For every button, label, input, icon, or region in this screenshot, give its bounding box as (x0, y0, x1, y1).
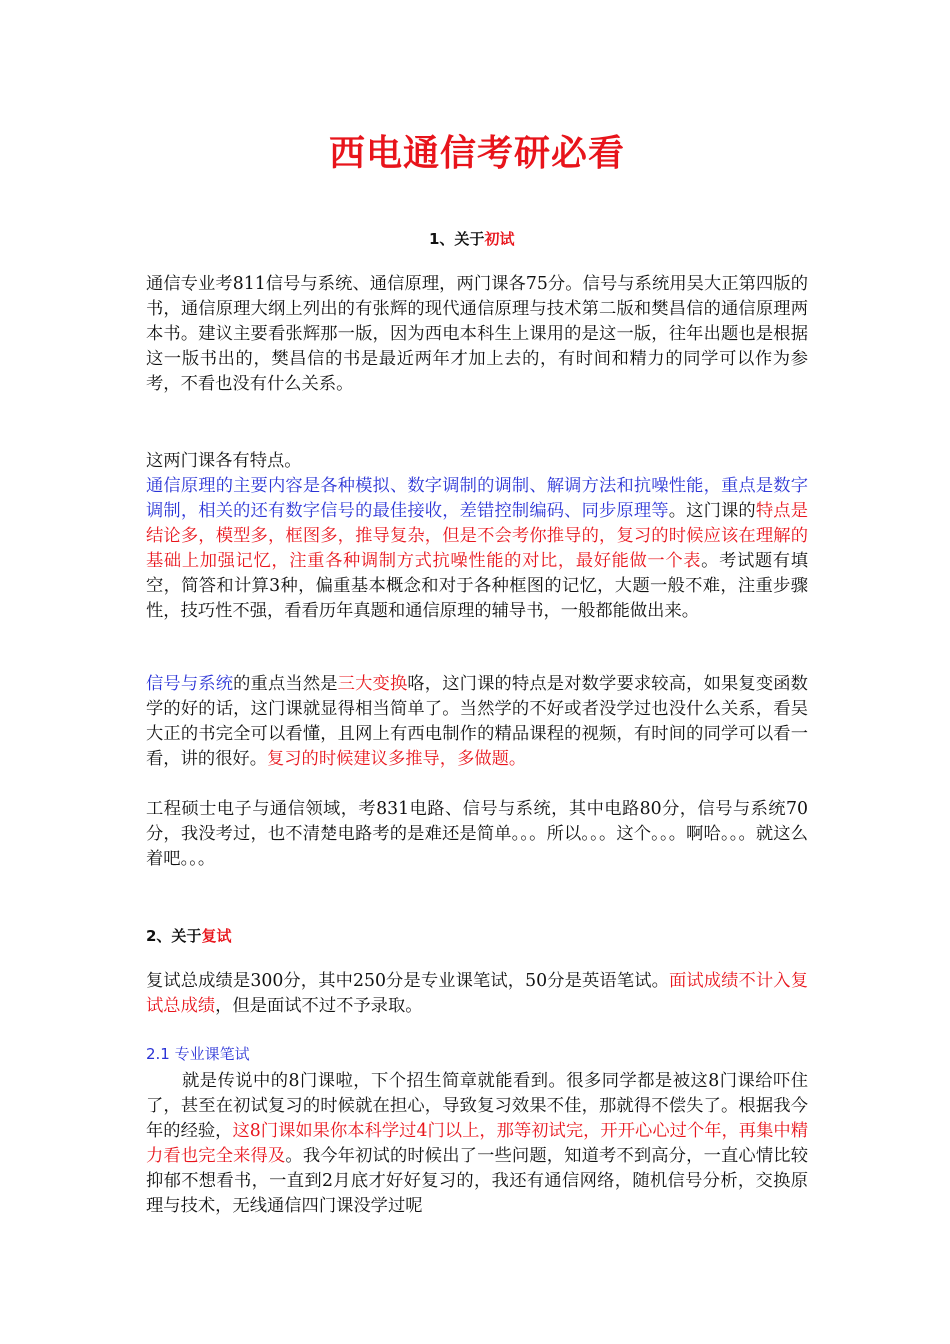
section1-heading (429, 228, 514, 249)
section1-paragraph-3 (146, 672, 808, 772)
section2-paragraph-2-text-2: 。我今年初试的时候出了一些问题，知道考不到高分，一直心情比较抑郁不想看书，一直到2月底才好好复习的，我还有通信网络，随机信号分析，交换原理与技术，无线通信四门课没学过呢 (146, 1146, 808, 1216)
section2-paragraph-2-text-1: 就是传说中的8门课啦，下个招生简章就能看到。很多同学都是被这8门课给吓住了，甚至在初试复习的时候就在担心，导致复习效果不佳，那就得不偿失了。根据我今年的经验， (146, 1071, 808, 1141)
section1-paragraph-1: 通信专业考811信号与系统、通信原理，两门课各75分。信号与系统用吴大正第四版的书，通信原理大纲上列出的有张辉的现代通信原理与技术第二版和樊昌信的通信原理两本书。建议主要看张辉那一版，因为西电本科生上课用的是这一版，往年出题也是根据这一版书出的，樊昌信的书是最近两年才加上去的，有时间和精力的同学可以作为参考，不看也没有什么关系。 (146, 274, 808, 394)
section1-paragraph-3-text-1: 的重点当然是 (233, 674, 338, 694)
eight-courses-advice-highlight: 这8门课如果你本科学过4门以上，那等初试完，开开心心过个年，再集中精力看也完全来得及 (146, 1121, 808, 1166)
section1-heading-prefix: 1、关于 (429, 230, 485, 248)
course-features-highlight: 特点是结论多，模型多，框图多，推导复杂，但是不会考你推导的，复习的时候应该在理解的基础上加强记忆，注重各种调制方式抗噪性能的对比，最好能做一个表 (146, 501, 808, 571)
review-advice-highlight: 复习的时候建议多推导，多做题。 (266, 749, 527, 769)
section1-paragraph-4: 工程硕士电子与通信领域，考831电路、信号与系统，其中电路80分，信号与系统70分，我没考过，也不清楚电路考的是难还是简单。。。所以。。。这个。。。啊哈。。。就这么着吧。。。 (146, 799, 808, 869)
section1-paragraph-2-text-2: 。考试题有填空，简答和计算3种，偏重基本概念和对于各种框图的记忆，大题一般不难，注重步骤性，技巧性不强，看看历年真题和通信原理的辅导书，一般都能做出来。 (146, 551, 808, 621)
signals-systems-term: 信号与系统 (146, 674, 234, 694)
section1-paragraph-2 (146, 474, 808, 624)
section2-heading (146, 925, 231, 946)
document-title: 西电通信考研必看 (328, 133, 625, 174)
section2-paragraph-1-text: 复试总成绩是300分，其中250分是专业课笔试，50分是英语笔试。 (146, 971, 669, 991)
section2-paragraph-1-text-2: ，但是面试不过不予录取。 (215, 996, 423, 1016)
section2-paragraph-1 (146, 969, 808, 1019)
section2-paragraph-2 (146, 1069, 808, 1219)
section1-heading-highlight: 初试 (484, 230, 515, 248)
three-transforms-highlight: 三大变换 (337, 674, 408, 694)
section1-paragraph-2-text-1: 。这门课的 (668, 501, 756, 521)
section2-heading-highlight: 复试 (201, 927, 232, 945)
section1-paragraph-3-text-2: 咯，这门课的特点是对数学要求较高，如果复变函数学的好的话，这门课就显得相当简单了。当然学的不好或者没学过也没什么关系，看吴大正的书完全可以看懂，且网上有西电制作的精品课程的视频，有时间的同学可以看一看，讲的很好。 (146, 674, 808, 769)
section1-paragraph-2-intro: 这两门课各有特点。 (146, 451, 302, 471)
communication-principles-summary: 通信原理的主要内容是各种模拟、数字调制的调制、解调方法和抗噪性能，重点是数字调制，相关的还有数字信号的最佳接收，差错控制编码、同步原理等 (146, 476, 808, 521)
subsection-2-1-heading: 2.1 专业课笔试 (146, 1045, 250, 1063)
interview-score-highlight: 面试成绩不计入复试总成绩 (146, 971, 808, 1016)
section2-heading-prefix: 2、关于 (146, 927, 202, 945)
